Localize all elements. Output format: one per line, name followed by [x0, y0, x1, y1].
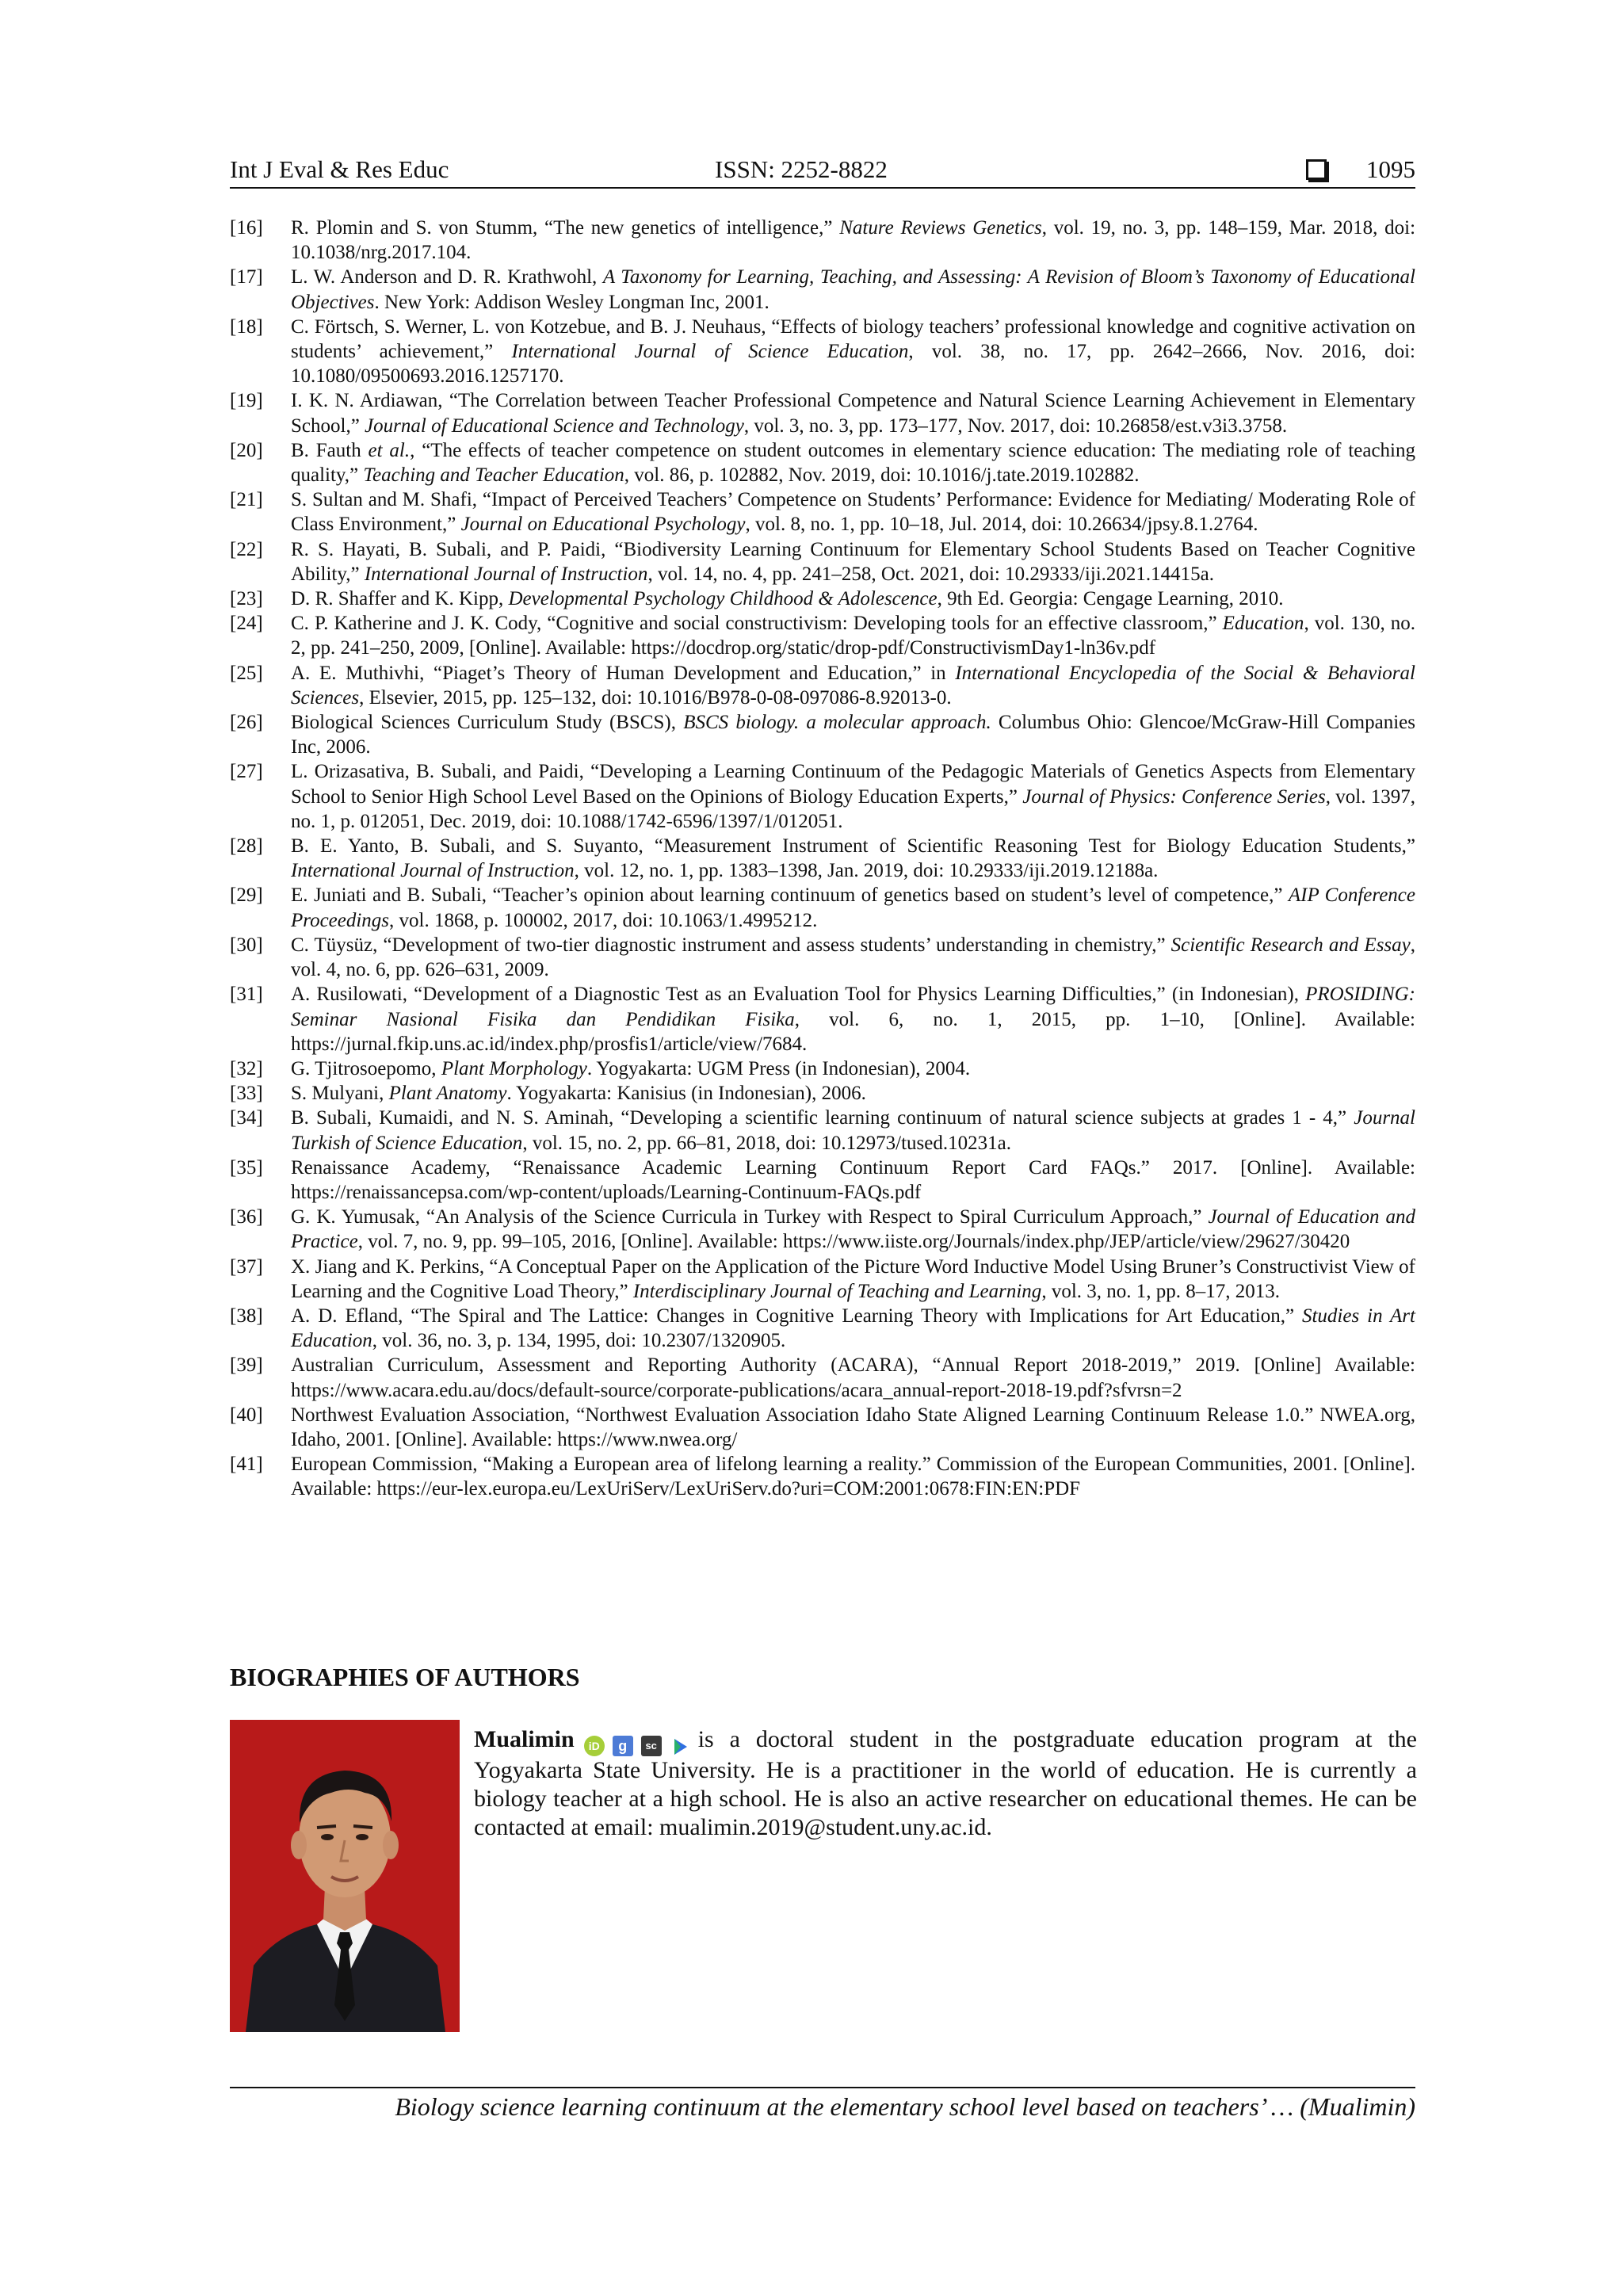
- running-title-footer: Biology science learning continuum at the elementary school level based on teachers’ … (Mualimin): [395, 2092, 1415, 2121]
- reference-number: [17]: [230, 266, 263, 288]
- reference-italic-segment: Plant Anatomy: [388, 1083, 507, 1105]
- reference-text: [291, 883, 1415, 932]
- reference-segment: Renaissance Academy, “Renaissance Academic Learning Continuum Report Card FAQs.” 2017. [Online]. Available: https://renaissancepsa.com/wp-content/uploads/Learning-Continuum-FAQs.pdf: [291, 1156, 1415, 1203]
- reference-text: [291, 710, 1415, 759]
- reference-number: [32]: [230, 1057, 263, 1079]
- reference-italic-segment: International Journal of Instruction: [291, 860, 575, 882]
- reference-segment: . Yogyakarta: Kanisius (in Indonesian), 2006.: [506, 1083, 866, 1105]
- reference-segment: C. Tüysüz, “Development of two-tier diagnostic instrument and assess students’ understanding in chemistry,”: [291, 934, 1171, 956]
- author-portrait-illustration: [230, 1720, 460, 2032]
- reference-number: [21]: [230, 489, 263, 511]
- reference-item: [230, 1205, 1415, 1254]
- reference-segment: R. Plomin and S. von Stumm, “The new genetics of intelligence,”: [291, 217, 840, 239]
- reference-segment: , vol. 19, no. 3, pp. 148–159, Mar. 2018, doi: 10.1038/nrg.2017.104.: [291, 217, 1416, 264]
- reference-segment: Northwest Evaluation Association, “Northwest Evaluation Association Idaho State Aligned Learning Continuum Release 1.0.” NWEA.org, Idaho, 2001. [Online]. Available: https://www.nwea.org/: [291, 1404, 1415, 1450]
- reference-segment: C. Förtsch, S. Werner, L. von Kotzebue, and B. J. Neuhaus, “Effects of biology teachers’ professional knowledge and cognitive activation on students’ achievement,”: [291, 315, 1415, 363]
- reference-text: [291, 982, 1415, 1056]
- reference-item: [230, 216, 1415, 265]
- orcid-icon[interactable]: iD: [584, 1736, 605, 1756]
- reference-italic-segment: Studies in Art Education: [291, 1305, 1415, 1352]
- reference-segment: , vol. 130, no. 2, pp. 241–250, 2009, [Online]. Available: https://docdrop.org/static/drop-pdf/ConstructivismDay1-ln36v.pdf: [291, 613, 1415, 659]
- reference-segment: , vol. 86, p. 102882, Nov. 2019, doi: 10.1016/j.tate.2019.102882.: [624, 464, 1140, 487]
- reference-italic-segment: BSCS biology. a molecular approach.: [683, 712, 991, 734]
- reference-number: [20]: [230, 439, 263, 461]
- reference-item: [230, 1081, 1415, 1106]
- reference-item: [230, 710, 1415, 759]
- reference-segment: B. Fauth: [291, 439, 369, 461]
- reference-item: [230, 265, 1415, 314]
- reference-italic-segment: Journal on Educational Psychology: [460, 514, 746, 536]
- reference-italic-segment: Nature Reviews Genetics: [839, 217, 1042, 239]
- author-biography: [474, 1725, 1417, 1842]
- reference-text: [291, 265, 1415, 314]
- reference-segment: G. K. Yumusak, “An Analysis of the Science Curricula in Turkey with Respect to Spiral Curriculum Approach,”: [291, 1206, 1209, 1228]
- google-scholar-icon[interactable]: g: [613, 1736, 633, 1756]
- reference-segment: A. E. Muthivhi, “Piaget’s Theory of Human Development and Education,” in: [291, 662, 956, 684]
- reference-number: [37]: [230, 1255, 263, 1278]
- reference-number: [16]: [230, 217, 263, 239]
- reference-italic-segment: et al.: [368, 439, 411, 461]
- reference-segment: B. E. Yanto, B. Subali, and S. Suyanto, “Measurement Instrument of Scientific Reasoning Test for Biology Education Students,”: [291, 835, 1415, 858]
- reference-segment: , “The effects of teacher competence on student outcomes in elementary science education: The mediating role of teaching quality,”: [291, 439, 1415, 487]
- reference-segment: X. Jiang and K. Perkins, “A Conceptual Paper on the Application of the Picture Word Inductive Model Using Bruner’s Constructivist View of Learning and the Cognitive Load Theory,”: [291, 1255, 1415, 1302]
- reference-number: [28]: [230, 835, 263, 858]
- reference-item: [230, 388, 1415, 437]
- reference-segment: , vol. 1868, p. 100002, 2017, doi: 10.1063/1.4995212.: [389, 909, 818, 931]
- reference-number: [34]: [230, 1107, 263, 1129]
- reference-segment: Columbus Ohio: Glencoe/McGraw-Hill Companies Inc, 2006.: [291, 712, 1415, 758]
- reference-list: [230, 216, 1415, 1502]
- reference-text: [291, 661, 1415, 710]
- reference-italic-segment: Education: [1222, 613, 1304, 635]
- reference-text: [291, 1106, 1415, 1155]
- reference-segment: B. Subali, Kumaidi, and N. S. Aminah, “Developing a scientific learning continuum of natural science subjects at grades 1 - 4,”: [291, 1107, 1354, 1129]
- author-profile-icons: [584, 1736, 690, 1756]
- reference-number: [23]: [230, 588, 263, 610]
- reference-segment: G. Tjitrosoepomo,: [291, 1057, 441, 1079]
- reference-italic-segment: Journal of Education and Practice: [291, 1206, 1415, 1253]
- reference-number: [29]: [230, 884, 263, 907]
- reference-text: [291, 834, 1415, 883]
- reference-italic-segment: Journal of Educational Science and Technology: [365, 415, 744, 437]
- checkbox-square-icon: [1306, 159, 1327, 180]
- reference-item: [230, 1106, 1415, 1155]
- reference-number: [19]: [230, 390, 263, 412]
- reference-italic-segment: PROSIDING: Seminar Nasional Fisika dan Pendidikan Fisika: [291, 984, 1415, 1030]
- reference-segment: , vol. 1397, no. 1, p. 012051, Dec. 2019, doi: 10.1088/1742-6596/1397/1/012051.: [291, 785, 1415, 832]
- reference-italic-segment: Teaching and Teacher Education: [363, 464, 624, 487]
- reference-number: [24]: [230, 613, 263, 635]
- reference-italic-segment: Interdisciplinary Journal of Teaching and Learning: [632, 1280, 1042, 1302]
- reference-italic-segment: International Journal of Science Education: [511, 341, 909, 363]
- reference-segment: , vol. 8, no. 1, pp. 10–18, Jul. 2014, doi: 10.26634/jpsy.8.1.2764.: [745, 514, 1258, 536]
- reference-text: [291, 315, 1415, 389]
- reference-text: [291, 586, 1415, 611]
- reference-number: [35]: [230, 1156, 263, 1179]
- reference-number: [27]: [230, 761, 263, 783]
- reference-segment: R. S. Hayati, B. Subali, and P. Paidi, “Biodiversity Learning Continuum for Elementary School Students Based on Teacher Cognitive Ability,”: [291, 538, 1415, 585]
- reference-number: [18]: [230, 315, 263, 338]
- reference-segment: Australian Curriculum, Assessment and Reporting Authority (ACARA), “Annual Report 2018-2019,” 2019. [Online] Available: https://www.acara.edu.au/docs/default-source/corporate-publications/acara_annual-report-2018-19.pdf?sfvrsn=2: [291, 1354, 1415, 1401]
- reference-segment: European Commission, “Making a European area of lifelong learning a reality.” Commission of the European Communities, 2001. [Online]. Available: https://eur-lex.europa.eu/LexUriServ/LexUriServ.do?uri=COM:2001:0678:FIN:EN:PDF: [291, 1454, 1415, 1500]
- reference-segment: , vol. 3, no. 3, pp. 173–177, Nov. 2017, doi: 10.26858/est.v3i3.3758.: [743, 415, 1288, 437]
- reference-text: [291, 537, 1415, 586]
- reference-italic-segment: International Encyclopedia of the Social & Behavioral Sciences: [291, 662, 1415, 709]
- reference-number: [38]: [230, 1305, 263, 1327]
- reference-text: [291, 1353, 1415, 1402]
- reference-segment: D. R. Shaffer and K. Kipp,: [291, 588, 509, 610]
- reference-text: [291, 1304, 1415, 1353]
- reference-item: [230, 1403, 1415, 1452]
- reference-item: [230, 586, 1415, 611]
- reference-italic-segment: Journal of Physics: Conference Series: [1022, 785, 1326, 808]
- reference-number: [26]: [230, 712, 263, 734]
- author-name: Mualimin: [474, 1726, 575, 1752]
- reference-item: [230, 982, 1415, 1056]
- reference-segment: , Elsevier, 2015, pp. 125–132, doi: 10.1016/B978-0-08-097086-8.92013-0.: [359, 686, 952, 709]
- reference-text: [291, 388, 1415, 437]
- reference-item: [230, 1353, 1415, 1402]
- reference-number: [31]: [230, 984, 263, 1006]
- reference-number: [41]: [230, 1454, 263, 1476]
- reference-segment: A. Rusilowati, “Development of a Diagnostic Test as an Evaluation Tool for Physics Learning Difficulties,” (in Indonesian),: [291, 984, 1306, 1006]
- reference-italic-segment: International Journal of Instruction: [364, 563, 648, 585]
- reference-text: [291, 1081, 1415, 1106]
- reference-item: [230, 1452, 1415, 1501]
- reference-segment: L. W. Anderson and D. R. Krathwohl,: [291, 266, 603, 288]
- reference-item: [230, 834, 1415, 883]
- reference-italic-segment: AIP Conference Proceedings: [291, 884, 1415, 931]
- reference-segment: , vol. 6, no. 1, 2015, pp. 1–10, [Online]. Available: https://jurnal.fkip.uns.ac.id/index.php/prosfis1/article/view/7684.: [291, 1008, 1416, 1055]
- author-photo: [230, 1720, 460, 2032]
- reference-italic-segment: Plant Morphology: [441, 1057, 587, 1079]
- footer-rule: [230, 2087, 1415, 2088]
- biographies-heading: BIOGRAPHIES OF AUTHORS: [230, 1663, 580, 1691]
- reference-item: [230, 315, 1415, 389]
- reference-text: [291, 216, 1415, 265]
- reference-item: [230, 611, 1415, 660]
- reference-segment: . New York: Addison Wesley Longman Inc, 2001.: [374, 291, 769, 313]
- reference-italic-segment: A Taxonomy for Learning, Teaching, and Assessing: A Revision of Bloom’s Taxonomy of Educational Objectives: [291, 266, 1415, 313]
- reference-text: [291, 1205, 1415, 1254]
- reference-italic-segment: Journal Turkish of Science Education: [291, 1107, 1415, 1154]
- reference-italic-segment: Scientific Research and Essay: [1170, 934, 1411, 956]
- reference-segment: , vol. 12, no. 1, pp. 1383–1398, Jan. 2019, doi: 10.29333/iji.2019.12188a.: [574, 860, 1159, 882]
- reference-item: [230, 933, 1415, 982]
- reference-segment: A. D. Efland, “The Spiral and The Lattice: Changes in Cognitive Learning Theory with Implications for Art Education,”: [291, 1305, 1302, 1327]
- publons-icon[interactable]: [670, 1736, 690, 1756]
- reference-segment: , vol. 14, no. 4, pp. 241–258, Oct. 2021, doi: 10.29333/iji.2021.14415a.: [647, 563, 1215, 585]
- reference-number: [36]: [230, 1206, 263, 1228]
- page-number: 1095: [1366, 155, 1415, 183]
- reference-segment: , vol. 38, no. 17, pp. 2642–2666, Nov. 2016, doi: 10.1080/09500693.2016.1257170.: [291, 341, 1415, 388]
- reference-text: [291, 487, 1415, 537]
- reference-text: [291, 1255, 1415, 1304]
- reference-number: [39]: [230, 1354, 263, 1377]
- reference-text: [291, 1056, 1415, 1081]
- reference-item: [230, 487, 1415, 537]
- header-rule: [230, 187, 1415, 189]
- page-header: [230, 152, 1415, 187]
- reference-segment: I. K. N. Ardiawan, “The Correlation between Teacher Professional Competence and Natural Science Learning Achievement in Elementary School,”: [291, 390, 1415, 437]
- reference-text: [291, 1403, 1415, 1452]
- reference-segment: , vol. 3, no. 1, pp. 8–17, 2013.: [1041, 1280, 1281, 1302]
- reference-number: [25]: [230, 662, 263, 684]
- reference-segment: S. Mulyani,: [291, 1083, 389, 1105]
- reference-text: [291, 1452, 1415, 1501]
- reference-segment: S. Sultan and M. Shafi, “Impact of Perceived Teachers’ Competence on Students’ Performance: Evidence for Mediating/ Moderating Role of Class Environment,”: [291, 489, 1415, 536]
- biography-text: is a doctoral student in the postgraduate education program at the Yogyakarta State University. He is a practitioner in the world of education. He is currently a biology teacher at a high school. He is also an active researcher on educational themes. He can be contacted at email: mualimin.2019@student.uny.ac.id.: [474, 1726, 1417, 1840]
- reference-number: [22]: [230, 538, 263, 560]
- reference-item: [230, 661, 1415, 710]
- reference-number: [30]: [230, 934, 263, 956]
- reference-number: [33]: [230, 1083, 263, 1105]
- reference-segment: , vol. 15, no. 2, pp. 66–81, 2018, doi: 10.12973/tused.10231a.: [522, 1132, 1011, 1154]
- reference-segment: E. Juniati and B. Subali, “Teacher’s opinion about learning continuum of genetics based on student’s level of competence,”: [291, 884, 1289, 907]
- reference-segment: . Yogyakarta: UGM Press (in Indonesian), 2004.: [586, 1057, 971, 1079]
- reference-segment: , 9th Ed. Georgia: Cengage Learning, 2010.: [937, 588, 1284, 610]
- journal-name: Int J Eval & Res Educ: [230, 155, 449, 183]
- reference-segment: , vol. 7, no. 9, pp. 99–105, 2016, [Online]. Available: https://www.iiste.org/Journals/index.php/JEP/article/view/29627/30420: [357, 1231, 1350, 1253]
- reference-italic-segment: Developmental Psychology Childhood & Adolescence: [508, 588, 938, 610]
- reference-segment: L. Orizasativa, B. Subali, and Paidi, “Developing a Learning Continuum of the Pedagogic Materials of Genetics Aspects from Elementary School to Senior High School Level Based on the Opinions of Biology Education Experts,”: [291, 761, 1415, 808]
- reference-item: [230, 1304, 1415, 1353]
- reference-text: [291, 1156, 1415, 1205]
- reference-text: [291, 611, 1415, 660]
- reference-number: [40]: [230, 1404, 263, 1426]
- reference-item: [230, 759, 1415, 834]
- reference-item: [230, 537, 1415, 586]
- reference-segment: C. P. Katherine and J. K. Cody, “Cognitive and social constructivism: Developing tools for an effective classroom,”: [291, 613, 1223, 635]
- issn: ISSN: 2252-8822: [715, 155, 888, 183]
- reference-text: [291, 759, 1415, 834]
- reference-segment: , vol. 4, no. 6, pp. 626–631, 2009.: [291, 934, 1416, 981]
- reference-item: [230, 883, 1415, 932]
- reference-item: [230, 1056, 1415, 1081]
- reference-segment: , vol. 36, no. 3, p. 134, 1995, doi: 10.2307/1320905.: [372, 1330, 786, 1352]
- reference-item: [230, 438, 1415, 487]
- reference-item: [230, 1255, 1415, 1304]
- page-number-group: [1306, 155, 1415, 184]
- reference-text: [291, 933, 1415, 982]
- reference-item: [230, 1156, 1415, 1205]
- reference-segment: Biological Sciences Curriculum Study (BSCS),: [291, 712, 684, 734]
- reference-text: [291, 438, 1415, 487]
- scopus-icon[interactable]: sc: [641, 1736, 662, 1756]
